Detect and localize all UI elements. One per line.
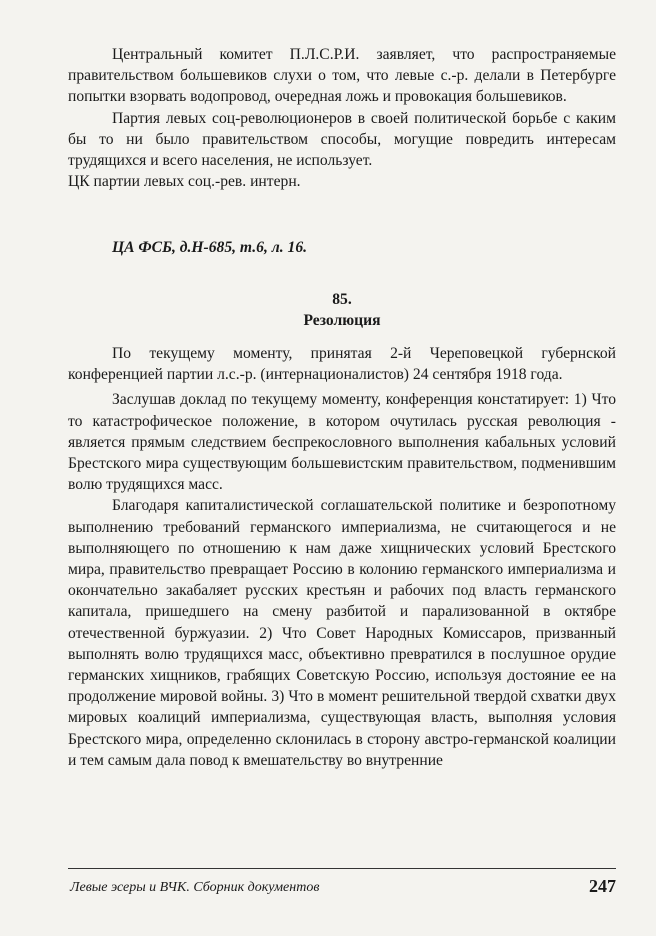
paragraph-statement: Центральный комитет П.Л.С.Р.И. заявляет, что распространяемые правительством большевиков слухи о том, что левые с.-р. делали в Петербурге попытки взорвать водопровод, очередная ложь и провокация большевиков. (68, 46, 616, 106)
signature-line: ЦК партии левых соц.-рев. интерн. (68, 173, 301, 191)
resolution-intro: По текущему моменту, принятая 2-й Череповецкой губернской конференцией партии л.с.-р. (интернационалистов) 24 сентября 1918 года. (68, 345, 616, 384)
document-number: 85. (332, 290, 352, 308)
page-body (68, 44, 616, 771)
page-number: 247 (589, 876, 616, 896)
archive-source: ЦА ФСБ, д.Н-685, т.6, л. 16. (112, 239, 308, 257)
document-title: Резолюция (303, 311, 381, 329)
paragraph-party-policy: Партия левых соц-революционеров в своей политической борьбе с каким бы то ни было правительством способы, могущие повредить интересам трудящихся и всего населения, не использует. (68, 109, 616, 170)
resolution-paragraph-1: Заслушав доклад по текущему моменту, конференция констатирует: 1) Что то катастрофическое положение, в котором очутилась русская революция - является прямым следствием беспрекословного выполнения кабальных условий Брестского мира существующим большевистским правительством, подменившим волю трудящихся масс. (68, 391, 616, 494)
resolution-paragraph-2: Благодаря капиталистической соглашательской политике и безропотному выполнению требований германского империализма, не считающегося и не выполняющего по отношению к нам даже хищнических условий Брестского мира, правительство превращает Россию в колонию германского империализма и окончательно закабаляет русских крестьян и рабочих под власть германского капитала, пришедшего на смену разбитой и парализованной в октябре отечественной буржуазии. 2) Что Совет Народных Комиссаров, призванный выполнять волю трудящихся масс, объективно превратился в послушное орудие германских хищников, грабящих Советскую Россию, используя достояние ее на продолжение мировой войны. 3) Что в момент решительной твердой схватки двух мировых коалиций империализма, существующая власть, выполняя условия Брестского мира, определенно склонилась в сторону австро-германской коалиции и тем самым дала повод к вмешательству во внутренние (68, 497, 616, 769)
footer-divider (68, 868, 616, 869)
footer-book-title: Левые эсеры и ВЧК. Сборник документов (70, 880, 320, 895)
